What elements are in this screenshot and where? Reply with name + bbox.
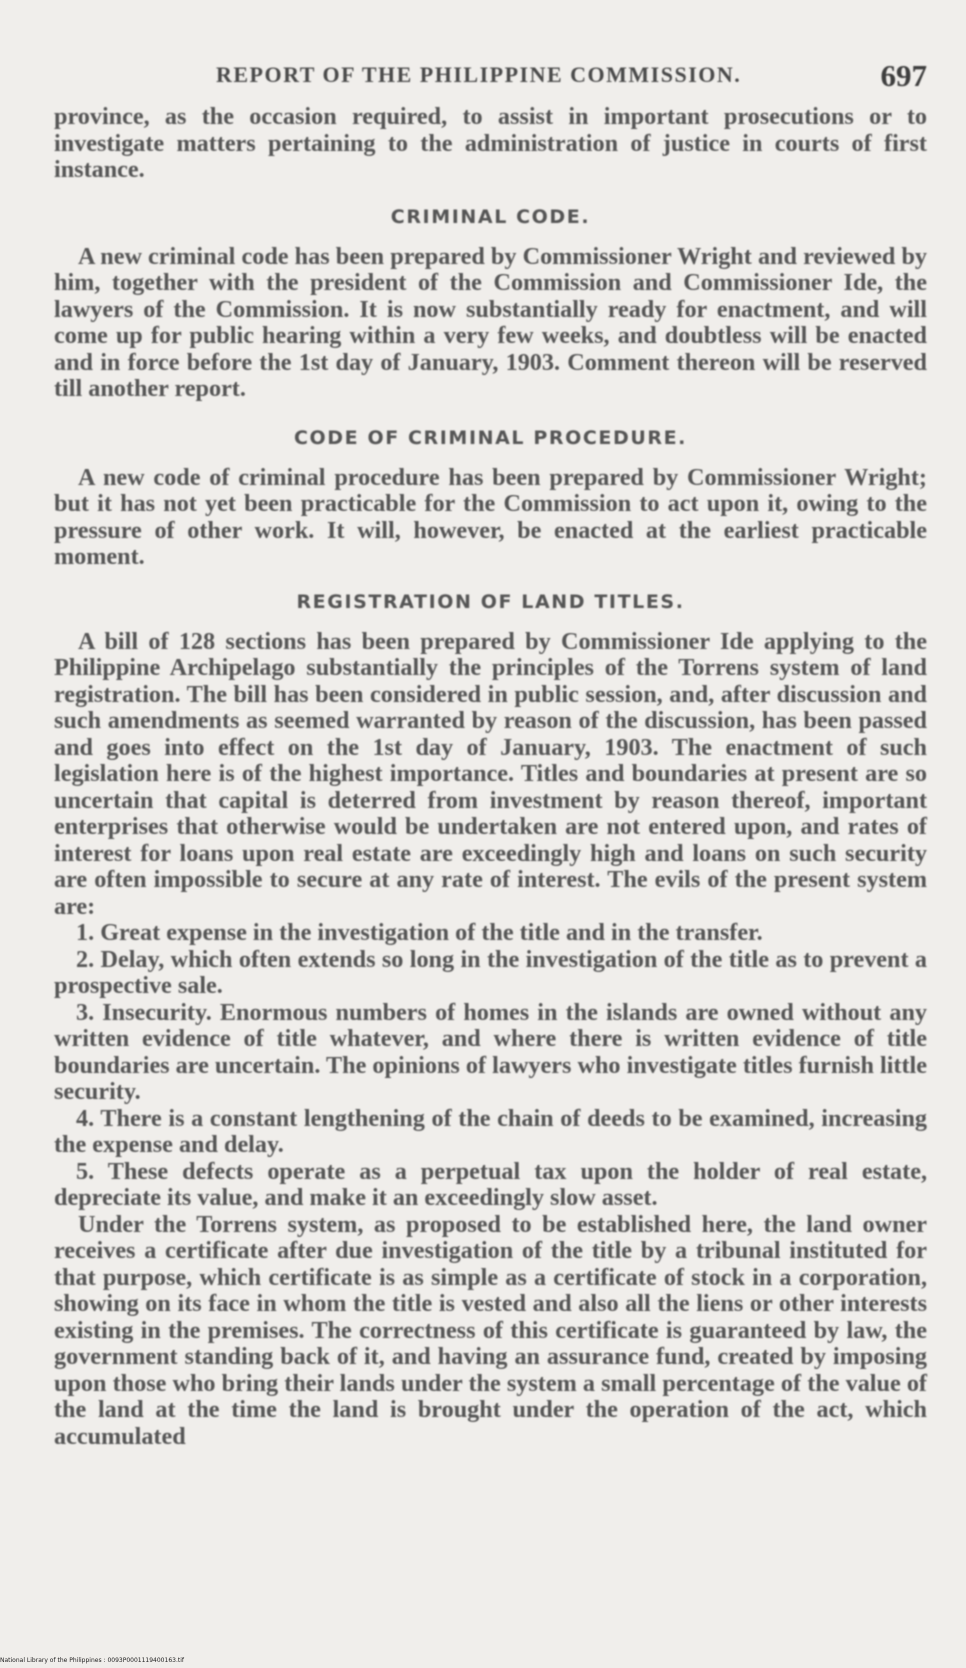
running-head xyxy=(54,58,927,98)
torrens-system-paragraph: Under the Torrens system, as proposed to be established here, the land owner receives a certificate after due investigation of the title by a tribunal instituted for that purpose, which certificate is as simple as a certificate of stock in a corporation, showing on its face in whom the title is vested and also all the liens or other interests existing in the premises. The correctness of this certificate is guaranteed by law, the government standing back of it, and having an assurance fund, created by imposing upon those who bring their lands under the system a small percentage of the value of the land at the time the land is brought under the operation of the act, which accumulated xyxy=(54,1210,927,1450)
land-titles-intro-paragraph: A bill of 128 sections has been prepared by Commissioner Ide applying to the Philippine Archipelago substantially the principles of the Torrens system of land registration. The bill has been considered in public session, and, after discussion and such amendments as seemed warranted by reason of the discussion, has been passed and goes into effect on the 1st day of January, 1903. The enactment of such legislation here is of the highest importance. Titles and boundaries at present are so uncertain that capital is deterred from investment by reason thereof, important enterprises that otherwise would be undertaken are not entered upon, and rates of interest for loans upon real estate are exceedingly high and loans on such security are often impossible to secure at any rate of interest. The evils of the present system are: xyxy=(54,627,927,920)
footer-library: National Library of the Philippines xyxy=(0,1657,102,1664)
evil-list-item: 1. Great expense in the investigation of the title and in the transfer. xyxy=(76,919,763,946)
running-title: REPORT OF THE PHILIPPINE COMMISSION. xyxy=(216,62,742,87)
evil-list-item: 2. Delay, which often extends so long in the investigation of the title as to prevent a prospective sale. xyxy=(54,945,927,999)
criminal-procedure-paragraph: A new code of criminal procedure has been prepared by Commissioner Wright; but it has not yet been practicable for the Commission to act upon it, owing to the pressure of other work. It will, however, be enacted at the earliest practicable moment. xyxy=(54,463,927,570)
continuation-paragraph: province, as the occasion required, to assist in important prosecutions or to investigate matters pertaining to the administration of justice in courts of first instance. xyxy=(54,103,927,183)
evil-list-item: 4. There is a constant lengthening of the chain of deeds to be examined, increasing the expense and delay. xyxy=(54,1104,927,1158)
section-heading-criminal-code: CRIMINAL CODE. xyxy=(390,205,591,228)
scan-footer: National Library of the Philippines : 0093P0001119400163.tif xyxy=(0,1657,184,1664)
footer-id: 0093P0001119400163.tif xyxy=(107,1657,184,1664)
section-heading-land-titles: REGISTRATION OF LAND TITLES. xyxy=(296,590,685,613)
evil-list-item: 3. Insecurity. Enormous numbers of homes in the islands are owned without any written evidence of title whatever, and where there is written evidence of title boundaries are uncertain. The opinions of lawyers who investigate titles furnish little security. xyxy=(54,998,927,1105)
evil-list-item: 5. These defects operate as a perpetual tax upon the holder of real estate, depreciate its value, and make it an exceedingly slow asset. xyxy=(54,1157,927,1211)
body-text xyxy=(54,104,927,1450)
criminal-code-paragraph: A new criminal code has been prepared by Commissioner Wright and reviewed by him, together with the president of the Commission and Commissioner Ide, the lawyers of the Commission. It is now substantially ready for enactment, and will come up for public hearing within a very few weeks, and doubtless will be enacted and in force before the 1st day of January, 1903. Comment thereon will be reserved till another report. xyxy=(54,242,927,402)
page-number: 697 xyxy=(880,58,927,93)
section-heading-criminal-procedure: CODE OF CRIMINAL PROCEDURE. xyxy=(293,426,687,449)
